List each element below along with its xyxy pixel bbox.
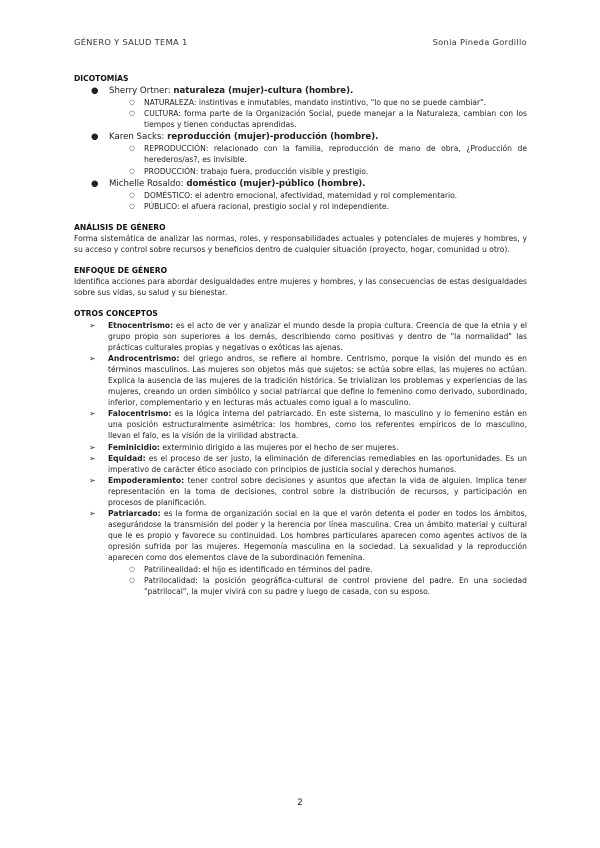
concept-item bbox=[74, 475, 527, 508]
concept-item bbox=[74, 353, 527, 408]
circle-bullet-icon: ○ bbox=[129, 98, 135, 107]
dicotomias-title: DICOTOMÍAS bbox=[74, 74, 129, 83]
author-name: Sherry Ortner: bbox=[109, 86, 174, 97]
concept-text: tener control sobre decisiones y asuntos que afectan la vida de alguien. Implica tener representación en la toma de decisiones, control sobre la distribución de recursos, y participación en procesos de planificación. bbox=[108, 475, 527, 507]
concept-item bbox=[74, 320, 527, 353]
sub-item bbox=[74, 190, 527, 201]
author-dichotomy: reproducción (mujer)-producción (hombre). bbox=[167, 132, 379, 143]
concept-item bbox=[74, 442, 527, 453]
bullet-icon: ● bbox=[91, 132, 99, 143]
sub-item bbox=[74, 166, 527, 177]
sub-item-text: PRODUCCIÓN: trabajo fuera, producción visible y prestigio. bbox=[144, 166, 369, 176]
concept-text: es el acto de ver y analizar el mundo desde la propia cultura. Creencia de que la etnia y el grupo propio son superiores a los demás, describiendo como positivas y dentro de "la normalidad" las prácticas culturales propias y negativas o exóticas las ajenas. bbox=[108, 320, 527, 352]
arrow-bullet-icon: ➢ bbox=[89, 442, 96, 452]
analisis-text: Forma sistemática de analizar las normas, roles, y responsabilidades actuales y potenciales de mujeres y hombres, y su acceso y control sobre recursos y beneficios dentro de cualquier situación (proyecto, hogar, comunidad u otro). bbox=[74, 233, 527, 255]
sub-item-text: PÚBLICO: el afuera racional, prestigio social y rol independiente. bbox=[144, 201, 390, 211]
arrow-bullet-icon: ➢ bbox=[89, 509, 96, 519]
arrow-bullet-icon: ➢ bbox=[89, 453, 96, 463]
concept-text: es la forma de organización social en la que el varón detenta el poder en todos los ámbitos, asegurándose la transmisión del poder y la herencia por línea masculina. Crea un ámbito material y cultural que le es propio y favorece su continuidad. Los hombres particulares aparecen como agentes activos de la opresión sufrida por las mujeres. Hegemonía masculina en la sociedad. La sexualidad y la reproducción aparecen como dos elementos clave de la subordinación femenina. bbox=[108, 509, 527, 563]
page-number: 2 bbox=[297, 798, 303, 808]
sub-item-text: CULTURA: forma parte de la Organización Social, puede manejar a la Naturaleza, cambian con los tiempos y tienen conductas aprendidas. bbox=[144, 109, 527, 130]
concept-text: es la lógica interna del patriarcado. En este sistema, lo masculino y lo femenino están en una posición estructuralmente asimétrica: los hombres, como los referentes empíricos de lo masculino, llevan el falo, es la visión de la virilidad abstracta. bbox=[108, 409, 527, 441]
concept-term: Falocentrismo: bbox=[108, 409, 172, 419]
author-item bbox=[74, 85, 527, 97]
circle-bullet-icon: ○ bbox=[129, 564, 135, 573]
circle-bullet-icon: ○ bbox=[129, 190, 135, 199]
otros-title: OTROS CONCEPTOS bbox=[74, 309, 158, 319]
circle-bullet-icon: ○ bbox=[129, 144, 135, 153]
sub-item bbox=[74, 143, 527, 165]
circle-bullet-icon: ○ bbox=[129, 166, 135, 175]
circle-bullet-icon: ○ bbox=[129, 109, 135, 118]
author-dichotomy: naturaleza (mujer)-cultura (hombre). bbox=[173, 86, 354, 97]
concept-term: Etnocentrismo: bbox=[108, 320, 174, 330]
concept-term: Patriarcado: bbox=[108, 509, 161, 519]
sub-item-text: Patrilocalidad: la posición geográfica-cultural de control proviene del padre. En una sociedad "patrilocal", la mujer vivirá con su padre y luego de casada, con su esposo. bbox=[144, 575, 527, 596]
concept-text: es el proceso de ser justo, la eliminación de diferencias remediables en las oportunidades. Es un imperativo de carácter ético asociado con principios de justicia social y derechos humanos. bbox=[108, 453, 527, 474]
concept-item bbox=[74, 408, 527, 441]
sub-item bbox=[74, 564, 527, 575]
sub-item bbox=[74, 97, 527, 108]
author-item bbox=[74, 131, 527, 143]
sub-item-text: DOMÉSTICO: el adentro emocional, afectividad, maternidad y rol complementario. bbox=[144, 190, 458, 200]
sub-item bbox=[74, 201, 527, 212]
concept-term: Empoderamiento: bbox=[108, 475, 185, 485]
bullet-icon: ● bbox=[91, 178, 99, 189]
sub-item-text: NATURALEZA: instintivas e inmutables, mandato instintivo, "lo que no se puede cambiar". bbox=[144, 98, 487, 108]
concept-term: Androcentrismo: bbox=[108, 353, 180, 363]
concept-item bbox=[74, 508, 527, 563]
author-name: Karen Sacks: bbox=[109, 132, 168, 143]
sub-item-text: Patrilinealidad: el hijo es identificado en términos del padre. bbox=[144, 564, 373, 574]
circle-bullet-icon: ○ bbox=[129, 201, 135, 210]
arrow-bullet-icon: ➢ bbox=[89, 353, 96, 363]
bullet-icon: ● bbox=[91, 86, 99, 97]
enfoque-text: Identifica acciones para abordar desigualdades entre mujeres y hombres, y las consecuencias de estas desigualdades sobre sus vidas, su salud y su bienestar. bbox=[74, 277, 527, 298]
arrow-bullet-icon: ➢ bbox=[89, 409, 96, 419]
arrow-bullet-icon: ➢ bbox=[89, 475, 96, 485]
concept-term: Feminicidio: bbox=[108, 442, 160, 452]
concept-item bbox=[74, 453, 527, 475]
analisis-title: ANÁLISIS DE GÉNERO bbox=[74, 222, 166, 232]
enfoque-title: ENFOQUE DE GÉNERO bbox=[74, 266, 168, 276]
concept-text: exterminio dirigido a las mujeres por el hecho de ser mujeres. bbox=[159, 442, 399, 452]
header-left: GÉNERO Y SALUD TEMA 1 bbox=[74, 37, 188, 47]
header-right: Sonia Pineda Gordillo bbox=[432, 37, 527, 47]
sub-item bbox=[74, 108, 527, 130]
concept-term: Equidad: bbox=[108, 453, 146, 463]
sub-item bbox=[74, 575, 527, 597]
page-content bbox=[74, 73, 527, 597]
author-dichotomy: doméstico (mujer)-público (hombre). bbox=[186, 178, 366, 189]
author-item bbox=[74, 178, 527, 190]
arrow-bullet-icon: ➢ bbox=[89, 320, 96, 330]
concept-text: del griego andros, se refiere al hombre. Centrismo, porque la visión del mundo es en términos masculinos. Las mujeres son objetos más que sujetos: se actúa sobre ellas, las mujeres no actúan. Explica la ausencia de las mujeres de la tradición histórica. Se trivializan los problemas y experiencias de las mujeres, creando un orden simbólico y social patriarcal que define lo femenino como derivado, subordinado, inferior, complementario y en lecturas más actuales como igual a lo masculino. bbox=[108, 353, 527, 408]
author-name: Michelle Rosaldo: bbox=[109, 178, 187, 189]
circle-bullet-icon: ○ bbox=[129, 575, 135, 584]
sub-item-text: REPRODUCCIÓN: relacionado con la familia, reproducción de mano de obra, ¿Producción de herederos/as?, es invisible. bbox=[144, 144, 527, 165]
